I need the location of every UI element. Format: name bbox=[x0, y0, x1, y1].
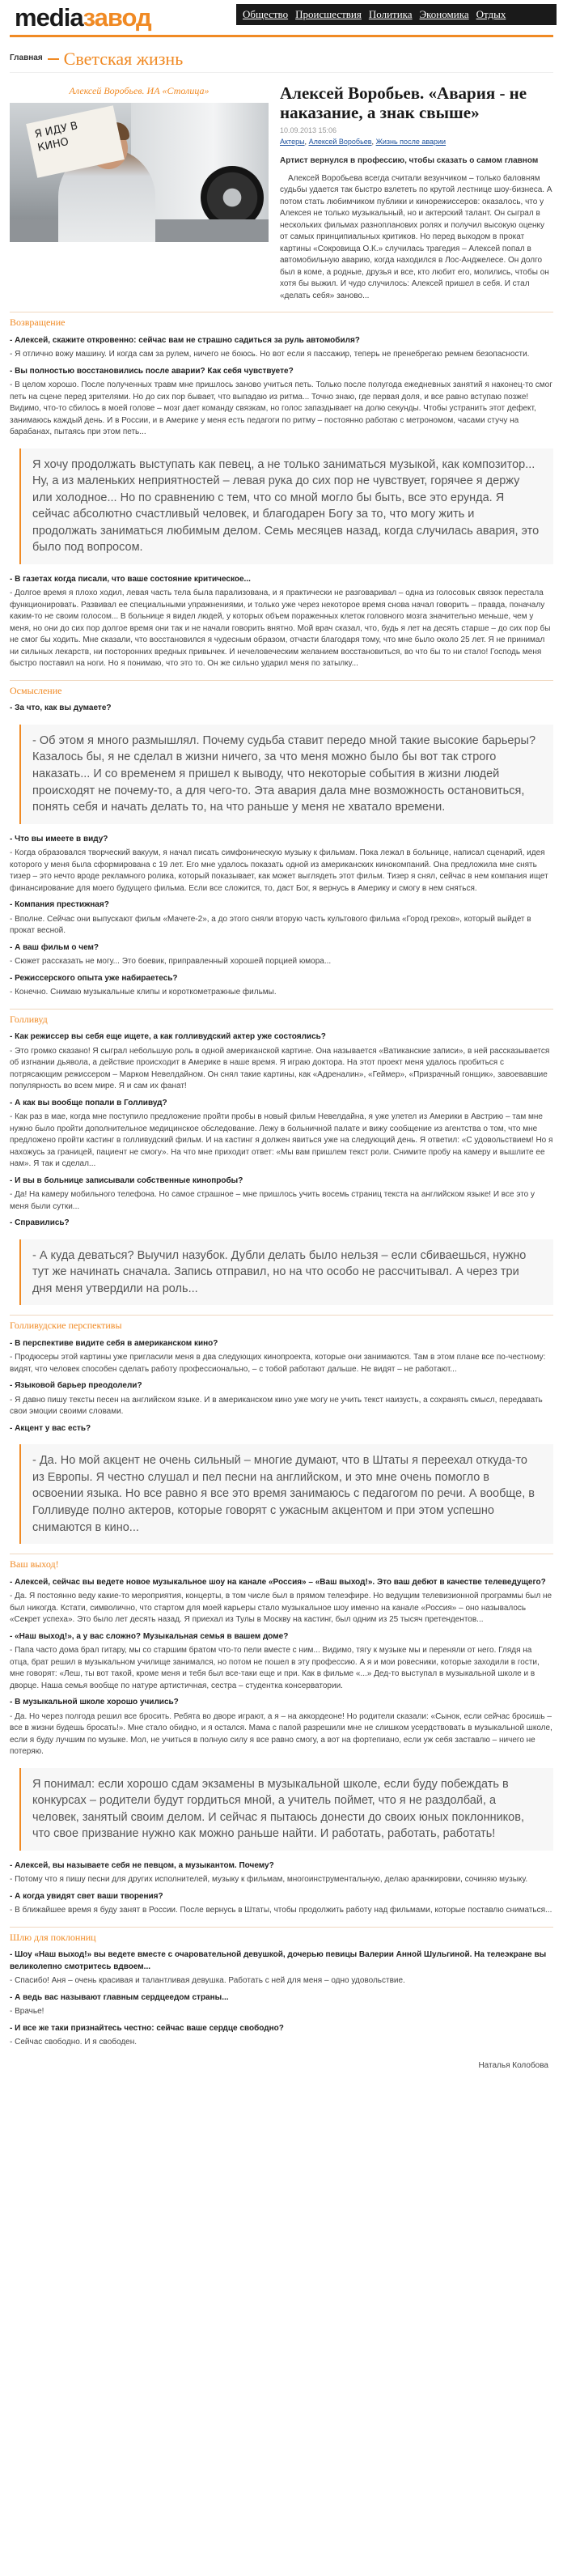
interview-question: - Справились? bbox=[10, 1218, 70, 1228]
interview-question: - Акцент у вас есть? bbox=[10, 1423, 91, 1433]
interview-answer: - Да. Я постоянно веду какие-то мероприятия, концерты, в том числе был в прямом телеэфире. Но ведущим телевизионной программы был не был никогда. Кстати, символично, что стартом для моей карьеры стало музыкальное шоу именно на канале «Россия» – оно называлось «Секрет успеха». Это было лет десять назад. Я приехал из Тулы в Москву на кастинг, был одним из 25 тысяч претендентов... bbox=[10, 1592, 552, 1625]
tag-link[interactable]: Жизнь после аварии bbox=[375, 138, 447, 147]
interview-answer: - В целом хорошо. После полученных травм мне пришлось заново учиться петь. Только после полугода ежедневных занятий я наконец-то смог петь на сцене перед зрителями. Но до сих пор бывает, что выпадаю из ритма... Точно знаю, где первая доля, и все равно вступаю позже! Видимо, что-то сбилось в моей голове – мозг дает команду связкам, но голос запаздывает на долю секунды. Чтобы устранить этот дефект, занимаюсь каждый день. И в России, и в Америке у меня есть педагоги по ритму – постоянно работаю с метрономом, часами стучу на барабанах, пытаясь при этом петь... bbox=[10, 380, 552, 437]
article-body bbox=[10, 312, 553, 2049]
section-title[interactable]: Светская жизнь bbox=[63, 48, 184, 69]
interview-answer: - Да! На камеру мобильного телефона. Но самое страшное – мне пришлось учить восемь страниц текста на английском языке! И все это у меня были сутки... bbox=[10, 1190, 535, 1211]
interview-question: - Алексей, вы называете себя не певцом, а музыкантом. Почему? bbox=[10, 1860, 274, 1870]
section-heading: Ваш выход! bbox=[10, 1554, 553, 1571]
section-heading: Осмысление bbox=[10, 680, 553, 698]
interview-question: - Что вы имеете в виду? bbox=[10, 834, 108, 844]
interview-question: - Как режиссер вы себя еще ищете, а как голливудский актер уже состоялись? bbox=[10, 1032, 326, 1042]
interview-answer: - Папа часто дома брал гитару, мы со старшим братом что-то пели вместе с ним... Видимо, тягу к музыке мы и переняли от него. Глядя на отца, брат решил в музыкальном училище занимался, но потом не пошел в эту профессию. А я и мои ровесники, которые заходили в гости, мне говорят: «Леш, ты вот такой, кроме меня и тебя был все-таки еще и при. Как в фильме «...» Дед-то выступал в музыкальной школе и в дворце. Наша семья вообще по натуре артистичная, сестра – студентка консерватории. bbox=[10, 1646, 540, 1690]
interview-question: - Компания престижная? bbox=[10, 900, 109, 910]
interview-question: - Режиссерского опыта уже набираетесь? bbox=[10, 973, 178, 983]
pull-quote: - Об этом я много размышлял. Почему судьба ставит передо мной такие высокие барьеры? Казалось бы, я не сделал в жизни ничего, за что меня можно было бы вот так строго наказать... И со временем я пришел к выводу, что некоторые события в жизни людей происходят не почему-то, а для чего-то. Эта авария дала мне возможность остановиться, понять себя и начать делать то, на что раньше у меня не хватало времени. bbox=[19, 725, 553, 824]
nav-politika[interactable]: Политика bbox=[368, 7, 413, 20]
section-heading: Голливудские перспективы bbox=[10, 1315, 553, 1333]
interview-answer: - В ближайшее время я буду занят в России. После вернусь в Штаты, чтобы продолжить работу над фильмами, которые поставлю сниматься... bbox=[10, 1906, 552, 1915]
interview-answer: - Потому что я пишу песни для других исполнителей, музыку к фильмам, многоинструментальную, делаю аранжировки, сочиняю музыку. bbox=[10, 1875, 528, 1885]
interview-question: - А когда увидят свет ваши творения? bbox=[10, 1891, 163, 1901]
intro-column bbox=[280, 84, 553, 302]
interview-question: - «Наш выход!», а у вас сложно? Музыкальная семья в вашем доме? bbox=[10, 1631, 289, 1641]
interview-answer: - Я давно пишу тексты песен на английском языке. И в американском кино уже могу не учить текст наизусть, а сохранять смысл, передавать свои эмоции своими словами. bbox=[10, 1395, 543, 1417]
nav-proisshestviya[interactable]: Происшествия bbox=[295, 7, 362, 20]
photo-column bbox=[10, 84, 269, 302]
logo-media: media bbox=[15, 3, 83, 32]
interview-question: - В газетах когда писали, что ваше состояние критическое... bbox=[10, 574, 251, 584]
photo-sign: Я ИДУ В КИНО bbox=[26, 106, 125, 178]
interview-answer: - Как раз в мае, когда мне поступило предложение пройти пробы в новый фильм Невелдайна, я уже улетел из Америки в Австрию – там мне нужно было пройти дополнительное медицинское обследование. Лежу в больничной палате и вижу сообщение из агентства о том, что мне предложено пройти кастинг в голливудский фильм. И на кастинг я должен явиться уже на следующий день. Я ответил: «С удовольствием! Но я нахожусь за границей, пациент не смогу». На что мне приходит ответ: «Мы вам пришлем текст роли. Снимите пробу на камеру и вышлите ее нам». Я так и сделал... bbox=[10, 1112, 553, 1169]
article-intro: Алексей Воробьева всегда считали везунчиком – только баловням судьбы удается так быстро взлететь по крутой лестнице шоу-бизнеса. А потом стать любимчиком публики и кинорежиссеров: оказалось, что у Алексея не только музыкальный, но и актерский талант. Он сыграл в нескольких фильмах разнопланових ролях и получил высокую оценку от самых принципиальных критиков. Но перед выходом в прокат картины «Сокровища О.К.» случилась трагедия – Алексей попал в автомобильную аварию, когда находился в Лос-Анджелесе. Он долго был в коме, а родные, друзья и все, кто любит его, молились, чтобы он хотя бы выжил. И чудо случилось: Алексей пришел в себя. И стал «делать себя» заново... bbox=[280, 173, 552, 300]
interview-answer: - Я отлично вожу машину. И когда сам за рулем, ничего не боюсь. Но вот если я пассажир, теперь не пренебрегаю ремнем безопасности. bbox=[10, 350, 530, 359]
breadcrumb-separator bbox=[48, 58, 59, 60]
interview-question: - За что, как вы думаете? bbox=[10, 704, 112, 713]
interview-answer: - Врачье! bbox=[10, 2007, 44, 2017]
section-heading: Шлю для поклонниц bbox=[10, 1927, 553, 1945]
interview-question: - Вы полностью восстановились после аварии? Как себя чувствуете? bbox=[10, 366, 294, 376]
interview-answer: - Конечно. Снимаю музыкальные клипы и короткометражные фильмы. bbox=[10, 988, 277, 997]
interview-answer: - Сейчас свободно. И я свободен. bbox=[10, 2038, 138, 2047]
article-photo bbox=[10, 103, 269, 242]
interview-question: - В перспективе видите себя в американском кино? bbox=[10, 1338, 218, 1348]
interview-answer: - Да. Но через полгода решил все бросить. Ребята во дворе играют, а я – на аккордеоне! Но родители сказали: «Сынок, если сейчас бросишь – все в жизни будешь бросать!». Мне стало обидно, и я остался. Мама с папой разрешили мне не слишком усердствовать в музыкальной школе, если я буду лучшим по музыке. Мол, не учиться в полную силу я все равно смогу, а вот на фортепиано, если уж себя заставлю – ничего не потеряю. bbox=[10, 1711, 552, 1757]
site-logo[interactable] bbox=[15, 2, 151, 34]
article-date: 10.09.2013 15:06 bbox=[280, 126, 337, 135]
interview-answer: - Вполне. Сейчас они выпускают фильм «Мачете-2», а до этого сняли вторую часть культового фильма «Город грехов», который выйдет в прокат весной. bbox=[10, 914, 531, 936]
interview-answer: - Это громко сказано! Я сыграл небольшую роль в одной американской картине. Она называется «Ватиканские записи», в ней рассказывается об изгнании дьявола, а действие происходит в Америке в наше время. Я играю доктора. На этот проект меня удалось пробиться с потрясающим режиссером – Марком Невелдайном. Он снял такие картины, как «Адреналин», «Геймер», «Призрачный гонщик», завоевавшие популярность во всем мире. Я и сам их фанат! bbox=[10, 1046, 550, 1091]
article-lead: Артист вернулся в профессию, чтобы сказать о самом главном bbox=[280, 156, 539, 166]
article-author: Наталья Колобова bbox=[478, 2060, 548, 2070]
interview-question: - И вы в больнице записывали собственные кинопробы? bbox=[10, 1175, 243, 1185]
interview-answer: - Сюжет рассказать не могу... Это боевик, приправленный хорошей порцией юмора... bbox=[10, 957, 332, 967]
interview-answer: - Когда образовался творческий вакуум, я начал писать симфоническую музыку к фильмам. Пока лежал в больнице, написал сценарий, идея которого у меня была сформирована с 19 лет. Его мне удалось показать одной из американских кинокомпаний. Она предложила мне снять тизер – это нечто вроде рекламного ролика, который показывает, как может выглядеть этот фильм. Тизер я снял, сейчас в нем компания ищет финансирование для моего будущего фильма. Если все сложится, то, даст Бог, я вернусь в Америку и смогу в нем сняться. bbox=[10, 848, 548, 893]
pull-quote: - А куда деваться? Выучил назубок. Дубли делать было нельзя – если сбиваешься, нужно тут же начинать сначала. Запись отправил, но на что особо не рассчитывал. А через три дня меня утвердили на роль... bbox=[19, 1239, 553, 1306]
section-heading: Возвращение bbox=[10, 312, 553, 329]
interview-answer: - Долгое время я плохо ходил, левая часть тела была парализована, и я практически не разговаривал – одна из голосовых связок перестала функционировать. Развивал ее специальными упражнениями, и только уже через некоторое время снова начал говорить – правда, поначалу каким-то не своим голосом... В больнице я видел людей, у которых объем пораженных клеток головного мозга значительно меньше, чем у меня, но они до сих пор долгое время они так и не начали говорить внятно. Мой врач сказал, что, будь я лет на десять старше – до сих пор бы не смог бы ходить. Мне сказали, что восстановился я чудесным образом, отчасти благодаря тому, что мне было около 25 лет. Я не принимал ни сильных лекарств, ни посторонних вредных привычек. И нечеловеческим желанием восстановиться, во что бы то ни стало! Господь меня быстро поставил на ноги. Но я понимаю, что это то. Он же сильно ударил меня по затылку... bbox=[10, 589, 551, 669]
site-header bbox=[10, 0, 553, 37]
interview-question: - Алексей, сейчас вы ведете новое музыкальное шоу на канале «Россия» – «Ваш выход!». Это ваш дебют в качестве телеведущего? bbox=[10, 1577, 546, 1587]
top-navigation bbox=[236, 4, 557, 25]
pull-quote: Я хочу продолжать выступать как певец, а не только заниматься музыкой, как композитор... Ну, а из маленьких неприятностей – левая рука до сих пор не чувствует, горячее я держу или холодное... Но по сравнению с тем, что со мной могло бы быть, все это ерунда. Я сейчас абсолютно счастливый человек, и благодарен Богу за то, что могу жить и продолжать заниматься любимым делом. Семь месяцев назад, когда случилась авария, это было под вопросом. bbox=[19, 448, 553, 564]
photo-caption: Алексей Воробьев. ИА «Столица» bbox=[69, 85, 210, 96]
interview-question: - Языковой барьер преодолели? bbox=[10, 1381, 142, 1391]
logo-zavod: завод bbox=[83, 3, 151, 32]
interview-question: - А как вы вообще попали в Голливуд? bbox=[10, 1098, 167, 1107]
tag-link[interactable]: Актеры bbox=[280, 138, 305, 147]
pull-quote: Я понимал: если хорошо сдам экзамены в музыкальной школе, если буду побеждать в конкурсах – родители будут гордиться мной, а учитель поймет, что я не раздолбай, а человек, занятый своим делом. И сейчас я пытаюсь донести до своих юных поклонников, что свое призвание нужно как можно раньше найти. И работать, работать, работать! bbox=[19, 1768, 553, 1851]
interview-question: - В музыкальной школе хорошо учились? bbox=[10, 1698, 179, 1707]
article-tags: Актеры, Алексей Воробьев, Жизнь после аварии bbox=[280, 138, 447, 147]
interview-answer: - Продюсеры этой картины уже пригласили меня в два следующих кинопроекта, которые они занимаются. Там в этом плане все по-честному: видят, что человек способен сделать работу профессионально, – с тобой работают дальше. Не видят – не работают... bbox=[10, 1353, 546, 1374]
article-top bbox=[10, 84, 553, 302]
pull-quote: - Да. Но мой акцент не очень сильный – многие думают, что в Штаты я переехал откуда-то из Европы. Я честно слушал и пел песни на английском, и это мне очень помогло в освоении языка. Но все равно я все это время занимаюсь с педагогом по речи. А вообще, в Голливуде полно актеров, которые говорят с ужасным акцентом и при этом успешно снимаются в кино... bbox=[19, 1444, 553, 1544]
interview-question: - А ведь вас называют главным сердцеедом страны... bbox=[10, 1992, 229, 2002]
interview-question: - И все же таки признайтесь честно: сейчас ваше сердце свободно? bbox=[10, 2023, 284, 2033]
article-title: Алексей Воробьев. «Авария - не наказание, а знак свыше» bbox=[280, 83, 527, 122]
interview-question: - Шоу «Наш выход!» вы ведете вместе с очаровательной девушкой, дочерью певицы Валерии Анной Шульгиной. На телеэкране вы великолепно смотритесь вдвоем... bbox=[10, 1950, 547, 1971]
section-heading: Голливуд bbox=[10, 1009, 553, 1027]
nav-otdykh[interactable]: Отдых bbox=[476, 7, 506, 20]
breadcrumb-home[interactable]: Главная bbox=[10, 53, 43, 63]
nav-obshchestvo[interactable]: Общество bbox=[243, 7, 289, 20]
tag-link[interactable]: Алексей Воробьев bbox=[308, 138, 372, 147]
interview-answer: - Спасибо! Аня – очень красивая и талантливая девушка. Работать с ней для меня – одно удовольствие. bbox=[10, 1976, 405, 1986]
interview-question: - Алексей, скажите откровенно: сейчас вам не страшно садиться за руль автомобиля? bbox=[10, 335, 360, 345]
nav-ekonomika[interactable]: Экономика bbox=[419, 7, 469, 20]
interview-question: - А ваш фильм о чем? bbox=[10, 942, 99, 952]
breadcrumb bbox=[10, 45, 553, 73]
